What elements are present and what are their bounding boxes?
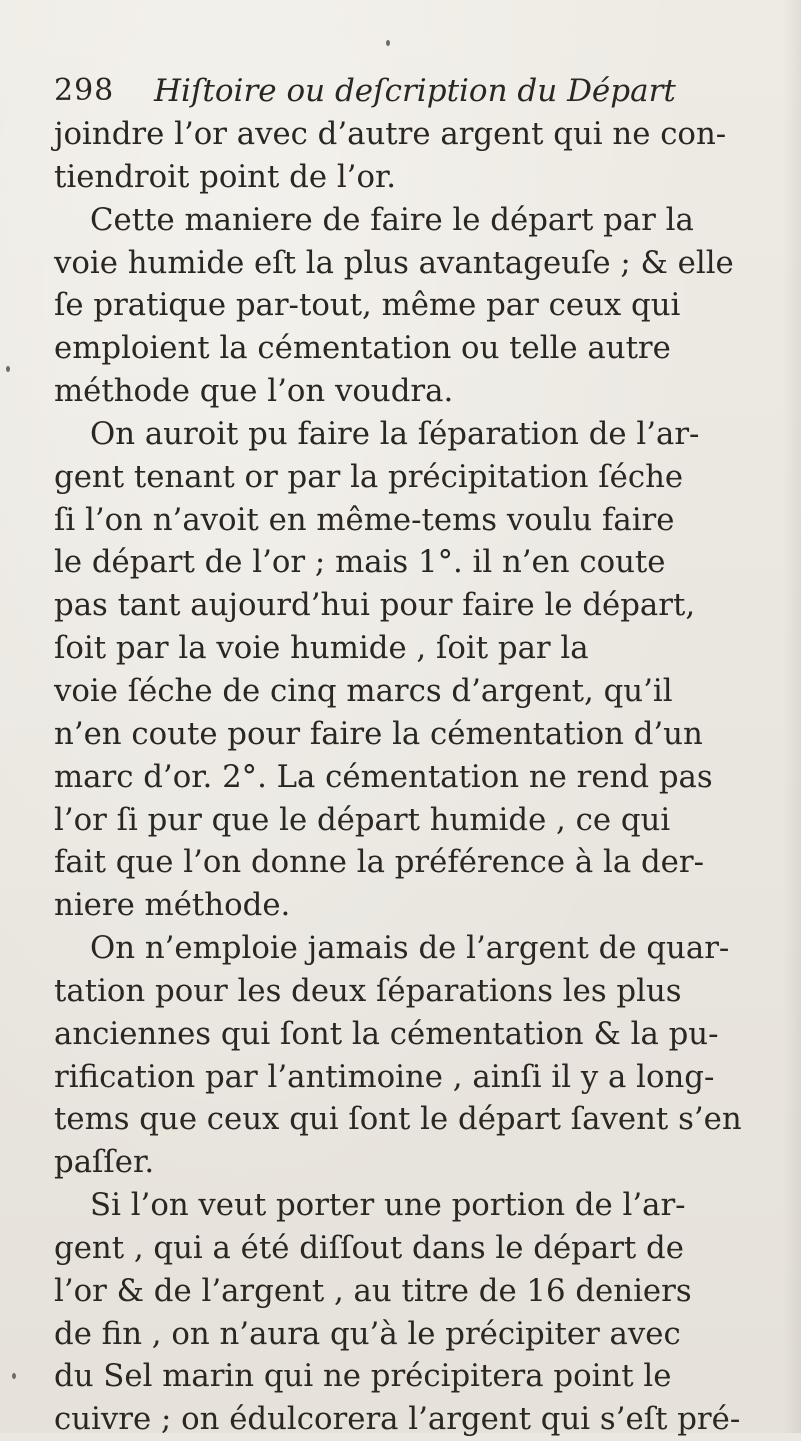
text-line: tems que ceux qui ſont le départ ſavent s’en [54,1101,742,1138]
text-line: gent , qui a été diſſout dans le départ de [54,1229,684,1266]
text-line: anciennes qui ſont la cémentation & la pu- [54,1015,719,1052]
text-line: niere méthode. [54,887,291,924]
page-number: 298 [54,73,115,108]
text-line: emploient la cémentation ou telle autre [54,330,671,367]
text-line: rification par l’antimoine , ainſi il y a long- [54,1058,715,1095]
text-line: joindre l’or avec d’autre argent qui ne con- [54,116,727,152]
text-line: paſſer. [54,1144,155,1181]
text-line: gent tenant or par la précipitation ſéche [54,458,684,495]
text-line: ſi l’on n’avoit en même-tems voulu faire [54,501,675,538]
text-line: n’en coute pour faire la cémentation d’un [54,715,703,752]
text-line: l’or ſi pur que le départ humide , ce qui [54,801,671,838]
text-line: pas tant aujourd’hui pour faire le départ, [54,587,696,624]
ink-speck [12,1373,16,1379]
text-line: l’or & de l’argent , au titre de 16 deniers [54,1272,692,1309]
text-line: de fin , on n’aura qu’à le précipiter avec [54,1315,681,1352]
text-line: ſoit par la voie humide , ſoit par la [54,630,589,667]
text-line: On n’emploie jamais de l’argent de quar- [90,930,730,967]
body-text [54,113,769,1441]
text-line: voie humide eſt la plus avantageuſe ; & elle [54,244,734,281]
ink-speck [6,366,10,372]
page-edge-shadow [783,0,801,1433]
text-line: On auroit pu faire la ſéparation de l’ar- [90,415,700,452]
text-line: Si l’on veut porter une portion de l’ar- [90,1187,686,1224]
text-line: cuivre ; on édulcorera l’argent qui s’eſt pré- [54,1401,741,1438]
text-line: du Sel marin qui ne précipitera point le [54,1358,672,1395]
text-line: tation pour les deux ſéparations les plus [54,972,682,1009]
ink-speck [386,40,390,46]
text-line: tiendroit point de l’or. [54,158,397,195]
text-line: méthode que l’on voudra. [54,373,454,410]
text-line: ſe pratique par-tout, même par ceux qui [54,287,681,324]
text-line: fait que l’on donne la préférence à la der- [54,844,704,881]
text-line: voie ſéche de cinq marcs d’argent, qu’il [54,672,673,709]
text-line: le départ de l’or ; mais 1°. il n’en coute [54,544,666,581]
text-line: Cette maniere de faire le départ par la [90,201,694,238]
page-header [54,68,754,114]
text-line: marc d’or. 2°. La cémentation ne rend pas [54,758,713,795]
running-title: Hiſtoire ou deſcription du Départ [154,73,676,109]
